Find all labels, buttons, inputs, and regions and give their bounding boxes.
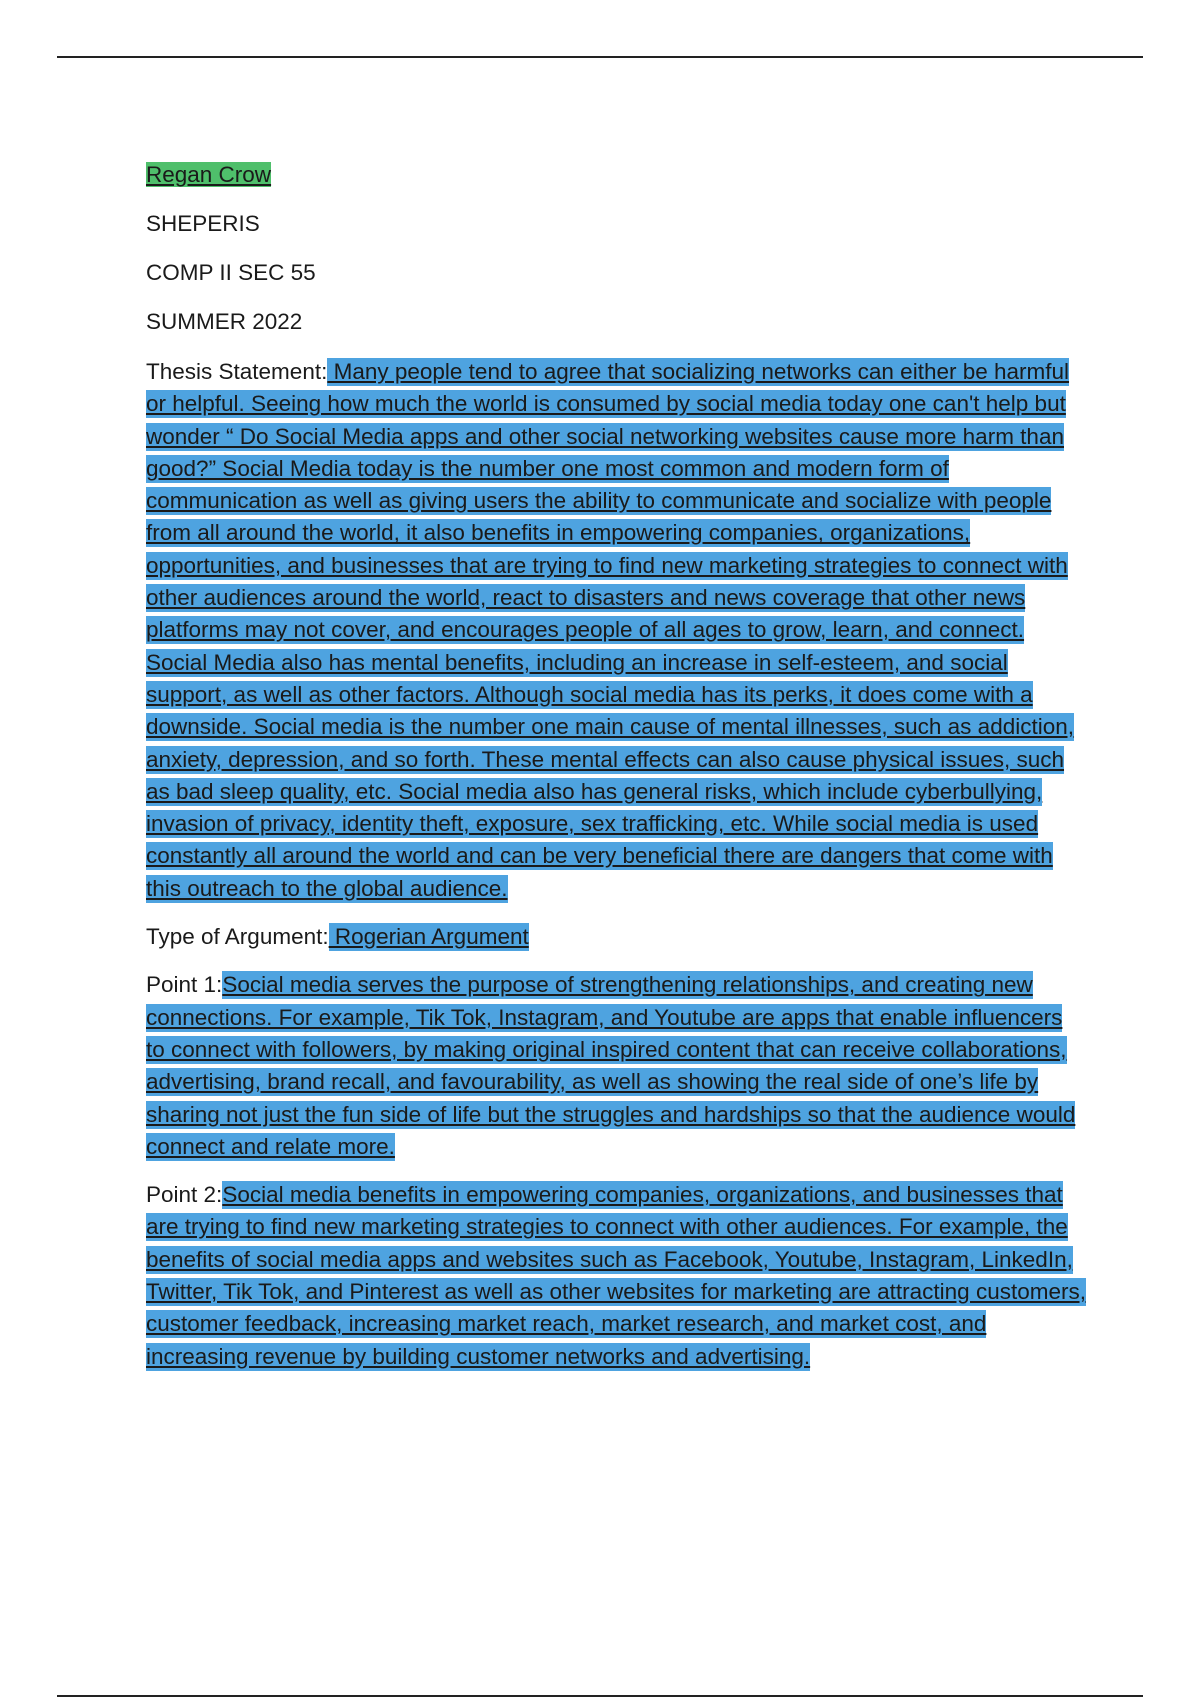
argument-type-text: Rogerian Argument <box>328 924 529 950</box>
point1-paragraph <box>146 969 1086 1163</box>
thesis-text: Many people tend to agree that socializing networks can either be harmful or helpful. Seeing how much the world is consumed by social media today one can't help but wonder “ Do Social Media apps and other social networking websites cause more harm than good?” Social Media today is the number one most common and modern form of communication as well as giving users the ability to communicate and socialize with people from all around the world, it also benefits in empowering companies, organizations, opportunities, and businesses that are trying to find new marketing strategies to connect with other audiences around the world, react to disasters and news coverage that other news platforms may not cover, and encourages people of all ages to grow, learn, and connect. Social Media also has mental benefits, including an increase in self-esteem, and social support, as well as other factors. Although social media has its perks, it does come with a downside. Social media is the number one main cause of mental illnesses, such as addiction, anxiety, depression, and so forth. These mental effects can also cause physical issues, such as bad sleep quality, etc. Social media also has general risks, which include cyberbullying, invasion of privacy, identity theft, exposure, sex trafficking, etc. While social media is used constantly all around the world and can be very beneficial there are dangers that come with this outreach to the global audience. <box>146 359 1075 901</box>
point1-label: Point 1: <box>146 972 223 998</box>
argument-type-label: Type of Argument: <box>146 924 329 950</box>
author-name: Regan Crow <box>146 162 272 187</box>
point2-text: Social media benefits in empowering companies, organizations, and businesses that are trying to find new marketing strategies to connect with other audiences. For example, the benefits of social media apps and websites such as Facebook, Youtube, Instagram, LinkedIn, Twitter, Tik Tok, and Pinterest as well as other websites for marketing are attracting customers, customer feedback, increasing market reach, market research, and market cost, and increasing revenue by building customer networks and advertising. <box>146 1182 1086 1369</box>
thesis-paragraph <box>146 356 1086 905</box>
course-line: COMP II SEC 55 <box>146 260 316 285</box>
point2-paragraph <box>146 1179 1086 1373</box>
thesis-label: Thesis Statement: <box>146 359 328 384</box>
bottom-rule <box>57 1695 1143 1697</box>
point1-text: Social media serves the purpose of strengthening relationships, and creating new connections. For example, Tik Tok, Instagram, and Youtube are apps that enable influencers to connect with followers, by making original inspired content that can receive collaborations, advertising, brand recall, and favourability, as well as showing the real side of one’s life by sharing not just the fun side of life but the struggles and hardships so that the audience would connect and relate more. <box>146 972 1076 1159</box>
argument-type-paragraph <box>146 921 1086 953</box>
document-body <box>146 160 1086 1389</box>
top-rule <box>57 56 1143 58</box>
term-line: SUMMER 2022 <box>146 309 303 334</box>
point2-label: Point 2: <box>146 1182 223 1208</box>
author-line <box>146 160 1086 190</box>
instructor-line: SHEPERIS <box>146 211 260 236</box>
